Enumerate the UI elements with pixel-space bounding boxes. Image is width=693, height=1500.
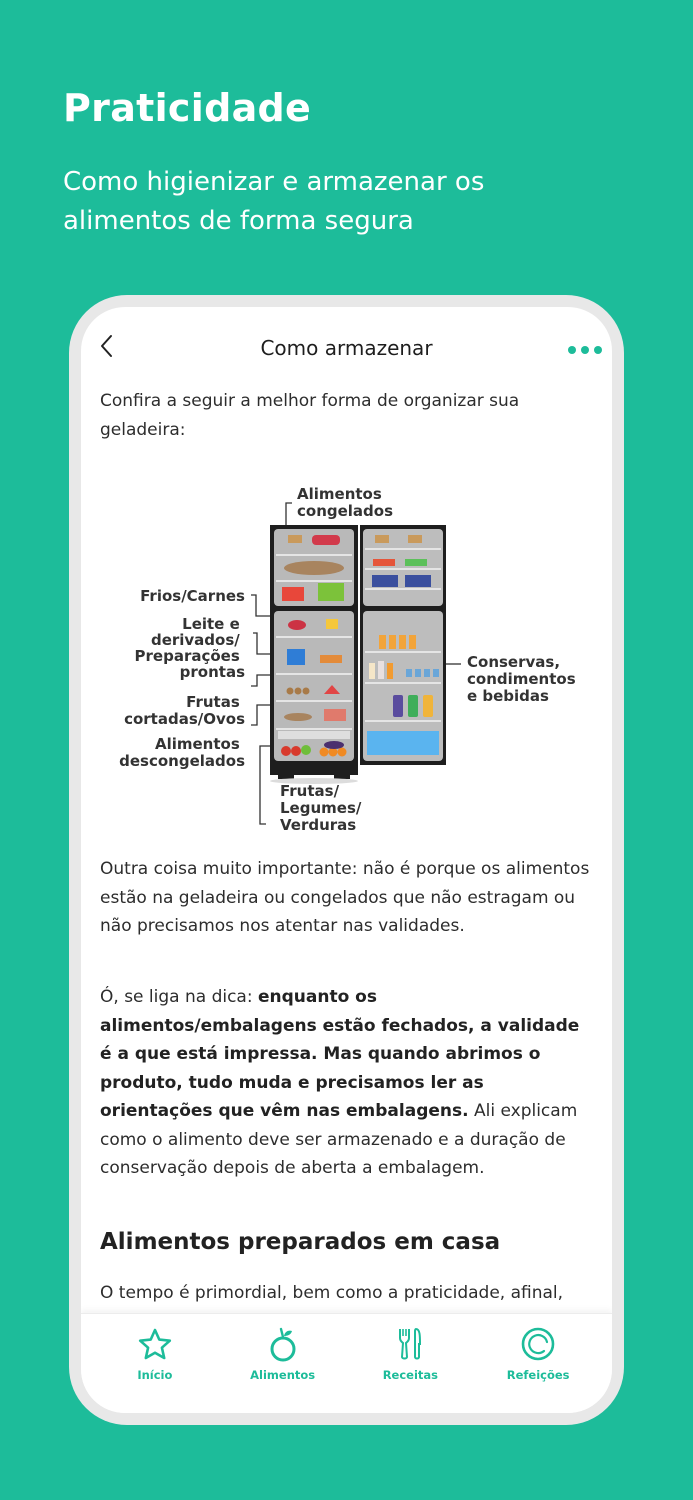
section-title: Alimentos preparados em casa — [100, 1229, 501, 1255]
header-title: Como armazenar — [260, 336, 433, 360]
label-dairy: Leite e derivados/ Preparações prontas — [134, 615, 245, 681]
plate-icon — [520, 1326, 556, 1362]
label-door: Conservas, condimentos e bebidas — [467, 653, 576, 705]
star-icon — [137, 1327, 173, 1361]
tip-prefix: Ó, se liga na dica: — [100, 987, 258, 1007]
paragraph-home-prepared: O tempo é primordial, bem como a praticidade, afinal, — [100, 1283, 564, 1303]
label-produce: Frutas/ Legumes/ Verduras — [280, 782, 362, 834]
fridge-illustration — [100, 469, 595, 849]
label-frozen: Alimentos congelados — [297, 485, 394, 520]
paragraph-validity: Outra coisa muito importante: não é porque os alimentos estão na geladeira ou congelados que não estragam ou não precisamos nos atentar nas validades. — [100, 859, 590, 936]
nav-label: Receitas — [382, 1368, 439, 1382]
phone-screen — [81, 307, 612, 1413]
app-header — [81, 307, 612, 387]
more-horizontal-icon-dot — [581, 346, 589, 354]
fridge-diagram — [100, 469, 595, 849]
nav-item-refeicoes[interactable] — [483, 1326, 593, 1413]
more-horizontal-icon-dot — [594, 346, 602, 354]
cutlery-icon — [395, 1326, 425, 1362]
more-options-button[interactable] — [568, 342, 602, 358]
nav-item-receitas[interactable] — [355, 1326, 465, 1413]
nav-label: Alimentos — [250, 1368, 316, 1382]
nav-label: Refeições — [506, 1368, 570, 1382]
nav-item-inicio[interactable] — [100, 1326, 210, 1413]
hero-title: Praticidade — [63, 86, 312, 130]
more-horizontal-icon-dot — [568, 346, 576, 354]
paragraph-tip — [100, 983, 595, 1183]
intro-paragraph: Confira a seguir a melhor forma de organizar sua geladeira: — [100, 391, 520, 440]
fruit-icon — [266, 1325, 300, 1363]
hero-subtitle: Como higienizar e armazenar os alimentos de forma segura — [63, 167, 485, 236]
nav-item-alimentos[interactable] — [228, 1326, 338, 1413]
label-fruits-eggs: Frutas cortadas/Ovos — [124, 693, 245, 728]
nav-label: Início — [137, 1368, 173, 1382]
tip-suffix: Ali explicam como o alimento deve ser armazenado e a duração de conservação depois de aberta a embalagem. — [100, 1101, 578, 1178]
label-thawed: Alimentos descongelados — [119, 735, 245, 770]
phone-frame — [69, 295, 624, 1425]
label-cold-cuts: Frios/Carnes — [140, 587, 245, 605]
bottom-nav — [81, 1313, 612, 1413]
tip-bold: enquanto os alimentos/embalagens estão fechados, a validade é a que está impressa. Mas quando abrimos o produto, tudo muda e precisamos ler as orientações que vêm nas embalagens. — [100, 987, 580, 1121]
